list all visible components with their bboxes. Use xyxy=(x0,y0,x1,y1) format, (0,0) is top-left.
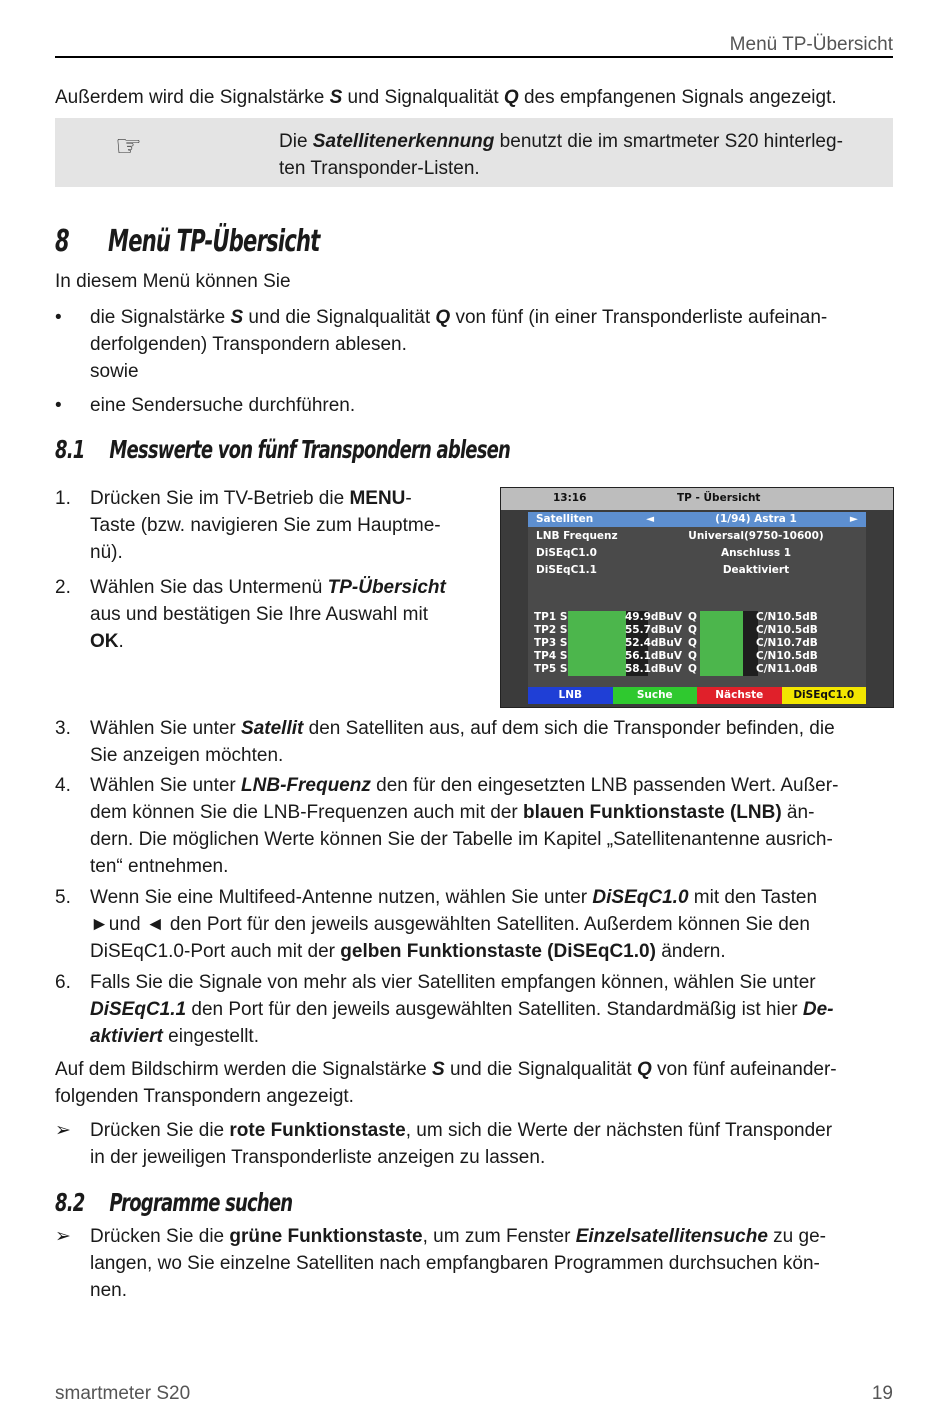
signal-strength-value: 52.4dBuV xyxy=(625,637,683,649)
fkey-naechste[interactable]: Nächste xyxy=(697,687,782,704)
tv-row-satellite[interactable]: Satelliten ◄ (1/94) Astra 1 ► xyxy=(528,512,866,527)
signal-strength-fill xyxy=(568,650,626,663)
section-8-2-heading: 8.2 Programme suchen xyxy=(55,1188,293,1217)
signal-quality-bar xyxy=(700,637,758,650)
signal-strength-value: 49.9dBuV xyxy=(625,611,683,623)
tv-transponder-row xyxy=(528,663,866,676)
tv-screenshot xyxy=(500,487,894,708)
action-item-red-key: ➢ Drücken Sie die rote Funktionstaste, um sich die Werte der nächsten fünf Transponder in der jeweiligen Transponderliste anzeigen zu lassen. xyxy=(55,1117,893,1171)
quality-label: Q xyxy=(688,650,697,662)
arrow-bullet-icon: ➢ xyxy=(55,1226,71,1247)
signal-quality-bar xyxy=(700,650,758,663)
step-2: 2. Wählen Sie das Untermenü TP-Übersicht aus und bestätigen Sie Ihre Auswahl mit OK. xyxy=(55,577,446,652)
signal-quality-value: C/N11.0dB xyxy=(756,663,818,675)
step-1: 1. Drücken Sie im TV-Betrieb die MENU- Taste (bzw. navigieren Sie zum Hauptme- nü). xyxy=(55,488,441,563)
left-arrow-icon: ◄ xyxy=(646,513,655,525)
tv-transponder-row xyxy=(528,650,866,663)
section-8-heading: 8 Menü TP-Übersicht xyxy=(55,224,320,259)
signal-strength-fill xyxy=(568,663,626,676)
signal-strength-value: 55.7dBuV xyxy=(625,624,683,636)
tv-row-diseqc10[interactable]: DiSEqC1.0 Anschluss 1 xyxy=(536,547,792,559)
arrow-bullet-icon: ➢ xyxy=(55,1120,71,1141)
signal-quality-fill xyxy=(700,624,743,637)
signal-quality-bar xyxy=(700,611,758,624)
tp-name: TP3 S xyxy=(534,637,568,649)
signal-quality-value: C/N10.7dB xyxy=(756,637,818,649)
fkey-diseqc[interactable]: DiSEqC1.0 xyxy=(782,687,867,704)
page-number: 19 xyxy=(871,1383,893,1404)
bullet-item: • eine Sendersuche durchführen. xyxy=(55,392,893,419)
fkey-suche[interactable]: Suche xyxy=(613,687,698,704)
signal-strength-fill xyxy=(568,624,626,637)
signal-quality-fill xyxy=(700,637,743,650)
tv-function-keys xyxy=(528,687,866,704)
transponder-paragraph: Auf dem Bildschirm werden die Signalstärke S und die Signalqualität Q von fünf aufeinander- folgenden Transpondern angezeigt. xyxy=(55,1059,837,1107)
running-head: Menü TP-Übersicht xyxy=(729,34,893,55)
quality-label: Q xyxy=(688,611,697,623)
signal-strength-fill xyxy=(568,611,626,624)
signal-quality-fill xyxy=(700,611,743,624)
header-rule xyxy=(55,56,893,58)
tp-name: TP2 S xyxy=(534,624,568,636)
step-3: 3. Wählen Sie unter Satellit den Satelliten aus, auf dem sich die Transponder befinden, die Sie anzeigen möchten. xyxy=(55,718,835,766)
tv-transponder-row xyxy=(528,637,866,650)
tp-name: TP4 S xyxy=(534,650,568,662)
pointing-hand-icon: ☞ xyxy=(115,130,142,163)
tv-title: TP - Übersicht xyxy=(677,492,761,504)
bullet-item: • die Signalstärke S und die Signalqualität Q von fünf (in einer Transponderliste aufeinan- derfolgenden) Transpondern ablesen. sowie xyxy=(55,304,893,385)
right-arrow-icon: ► xyxy=(849,513,858,525)
tv-row-lnb[interactable]: LNB Frequenz Universal(9750-10600) xyxy=(536,530,824,542)
tv-transponder-row xyxy=(528,611,866,624)
step-6: 6. Falls Sie die Signale von mehr als vier Satelliten empfangen können, wählen Sie unter DiSEqC1.1 den Port für den jeweils ausgewählten Satelliten. Standardmäßig ist hier De- aktiviert eingestellt. xyxy=(55,972,834,1047)
note-box xyxy=(55,118,893,187)
signal-strength-fill xyxy=(568,637,626,650)
tv-row-diseqc11[interactable]: DiSEqC1.1 Deaktiviert xyxy=(536,564,790,576)
signal-strength-value: 56.1dBuV xyxy=(625,650,683,662)
signal-quality-bar xyxy=(700,663,758,676)
step-5: 5. Wenn Sie eine Multifeed-Antenne nutzen, wählen Sie unter DiSEqC1.0 mit den Tasten ►und ◄ den Port für den jeweils ausgewählten Satelliten. Außerdem können Sie den DiSEqC1.0-Port auch mit der gelben Funktionstaste (DiSEqC1.0) ändern. xyxy=(55,887,818,962)
section-8-lead: In diesem Menü können Sie xyxy=(55,271,291,292)
tv-transponder-row xyxy=(528,624,866,637)
signal-quality-fill xyxy=(700,650,743,663)
bullet-dot: • xyxy=(55,307,62,328)
signal-quality-value: C/N10.5dB xyxy=(756,624,818,636)
tp-name: TP5 S xyxy=(534,663,568,675)
signal-quality-bar xyxy=(700,624,758,637)
signal-quality-fill xyxy=(700,663,743,676)
quality-label: Q xyxy=(688,663,697,675)
quality-label: Q xyxy=(688,637,697,649)
footer-product: smartmeter S20 xyxy=(55,1383,191,1404)
note-text: Die Satellitenerkennung benutzt die im smartmeter S20 hinterleg- ten Transponder-Listen. xyxy=(279,131,843,179)
bullet-dot: • xyxy=(55,395,62,416)
tp-name: TP1 S xyxy=(534,611,568,623)
step-4: 4. Wählen Sie unter LNB-Frequenz den für den eingesetzten LNB passenden Wert. Außer- dem können Sie die LNB-Frequenzen auch mit der blauen Funktionstaste (LNB) än- dern. Die möglichen Werte können Sie der Tabelle im Kapitel „Satellitenantenne ausrich- ten“ entnehmen. xyxy=(55,775,839,877)
tv-time: 13:16 xyxy=(553,492,587,504)
section-8-1-heading: 8.1 Messwerte von fünf Transpondern ablesen xyxy=(55,435,511,464)
tv-title-bar xyxy=(501,488,893,510)
signal-quality-value: C/N10.5dB xyxy=(756,650,818,662)
signal-quality-value: C/N10.5dB xyxy=(756,611,818,623)
quality-label: Q xyxy=(688,624,697,636)
intro-paragraph: Außerdem wird die Signalstärke S und Signalqualität Q des empfangenen Signals angezeigt. xyxy=(55,87,837,108)
signal-strength-value: 58.1dBuV xyxy=(625,663,683,675)
fkey-lnb[interactable]: LNB xyxy=(528,687,613,704)
action-item-green-key: ➢ Drücken Sie die grüne Funktionstaste, um zum Fenster Einzelsatellitensuche zu ge- langen, wo Sie einzelne Satelliten nach empfangbaren Programmen durchsuchen kön- nen. xyxy=(55,1223,893,1304)
